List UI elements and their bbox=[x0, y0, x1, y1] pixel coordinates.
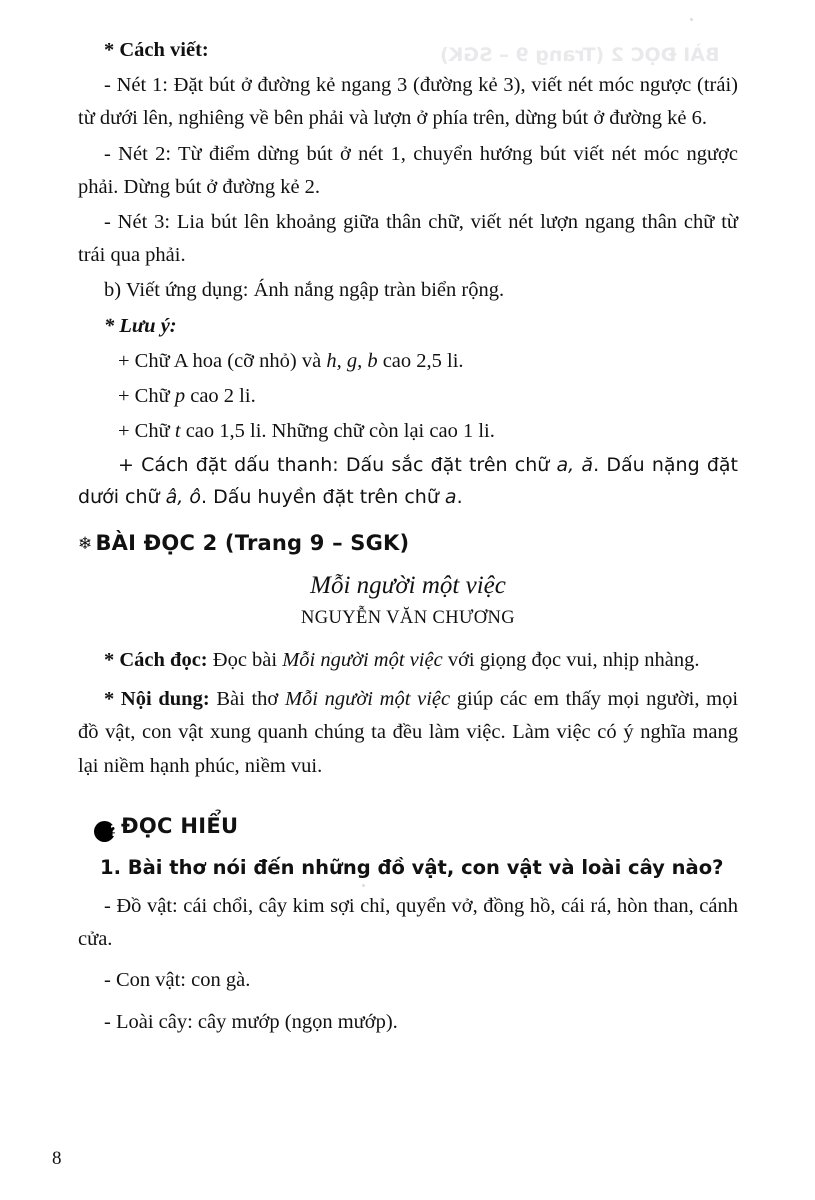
luu-y-item-2-part-b: cao 2 li. bbox=[185, 385, 256, 408]
luu-y-item-4-part-a: + Cách đặt dấu thanh: Dấu sắc đặt trên chữ bbox=[118, 454, 557, 477]
poem-title: Mỗi người một việc bbox=[310, 571, 506, 599]
page-content bbox=[78, 34, 738, 1041]
doc-hieu-section-heading bbox=[78, 809, 738, 843]
luu-y-item-4-letters-2: â, ô bbox=[165, 485, 201, 508]
cach-doc-paragraph bbox=[78, 644, 738, 677]
cach-viet-heading: * Cách viết: bbox=[104, 39, 209, 61]
luu-y-item-4-part-c: . Dấu huyền đặt trên chữ bbox=[200, 485, 445, 508]
doc-hieu-label: ĐỌC HIỂU bbox=[121, 813, 239, 838]
flower-icon: ❄ bbox=[78, 533, 93, 554]
luu-y-item-3-letters: t bbox=[174, 420, 181, 443]
luu-y-item-3 bbox=[78, 415, 738, 448]
luu-y-item-4 bbox=[78, 450, 738, 513]
bleed-through-text: BÀI ĐỌC 2 (Trang 9 – SGK) bbox=[440, 44, 720, 66]
luu-y-item-4-part-d: . bbox=[456, 485, 463, 508]
luu-y-item-4-letters-1: a, ă bbox=[556, 454, 594, 477]
net-1-paragraph: - Nét 1: Đặt bút ở đường kẻ ngang 3 (đường kẻ 3), viết nét móc ngược (trái) từ dưới lên, nghiêng về bên phải và lượn ở phía trên, dừng bút ở đường kẻ 6. bbox=[78, 74, 738, 130]
luu-y-item-1-part-a: + Chữ A hoa (cỡ nhỏ) và bbox=[118, 349, 327, 372]
luu-y-item-1-letters: h, g, b bbox=[326, 349, 378, 372]
luu-y-item-1-part-b: cao 2,5 li. bbox=[377, 349, 464, 372]
luu-y-item-1 bbox=[78, 345, 738, 378]
luu-y-item-2 bbox=[78, 380, 738, 413]
answer-do-vat: - Đồ vật: cái chổi, cây kim sợi chỉ, quyển vở, đồng hồ, cái rá, hòn than, cánh cửa. bbox=[78, 895, 738, 951]
luu-y-item-4-letters-3: a bbox=[444, 485, 457, 508]
luu-y-item-3-part-a: + Chữ bbox=[118, 420, 175, 443]
bai-doc-2-label: BÀI ĐỌC 2 (Trang 9 – SGK) bbox=[95, 530, 410, 555]
poem-author: NGUYỄN VĂN CHƯƠNG bbox=[300, 608, 516, 629]
noi-dung-paragraph bbox=[78, 683, 738, 783]
answer-con-vat: - Con vật: con gà. bbox=[104, 969, 251, 992]
noi-dung-label: * Nội dung: bbox=[104, 688, 210, 711]
question-mark-icon: ? bbox=[94, 821, 115, 842]
cach-doc-label: * Cách đọc: bbox=[104, 648, 208, 671]
noi-dung-title-ref: Mỗi người một việc bbox=[284, 688, 451, 711]
noi-dung-after: giúp các em thấy mọi người, mọi đồ vật, con vật xung quanh chúng ta đều làm việc. Làm việc có ý nghĩa mang lại niềm hạnh phúc, niềm vui. bbox=[78, 688, 739, 777]
cach-doc-before: Đọc bài bbox=[207, 648, 283, 671]
cach-doc-after: với giọng đọc vui, nhịp nhàng. bbox=[442, 648, 700, 671]
luu-y-item-3-part-b: cao 1,5 li. Những chữ còn lại cao 1 li. bbox=[180, 420, 495, 443]
luu-y-item-2-part-a: + Chữ bbox=[118, 385, 175, 408]
cach-doc-title-ref: Mỗi người một việc bbox=[282, 648, 443, 671]
question-1: 1. Bài thơ nói đến những đồ vật, con vật và loài cây nào? bbox=[100, 855, 724, 879]
noi-dung-before: Bài thơ bbox=[209, 688, 285, 711]
luu-y-item-4-part-b: . Dấu nặng đặt dưới chữ bbox=[78, 454, 738, 508]
net-3-paragraph: - Nét 3: Lia bút lên khoảng giữa thân chữ, viết nét lượn ngang thân chữ từ trái qua phải. bbox=[78, 211, 738, 267]
viet-ung-dung-paragraph: b) Viết ứng dụng: Ánh nắng ngập tràn biển rộng. bbox=[104, 279, 505, 302]
bai-doc-2-heading bbox=[78, 526, 738, 560]
luu-y-item-2-letters: p bbox=[174, 385, 186, 408]
net-2-paragraph: - Nét 2: Từ điểm dừng bút ở nét 1, chuyển hướng bút viết nét móc ngược phải. Dừng bút ở đường kẻ 2. bbox=[78, 142, 738, 198]
page-number: 8 bbox=[52, 1148, 62, 1169]
answer-loai-cay: - Loài cây: cây mướp (ngọn mướp). bbox=[104, 1010, 398, 1033]
paper-speck bbox=[690, 18, 693, 21]
luu-y-heading: * Lưu ý: bbox=[104, 314, 177, 337]
